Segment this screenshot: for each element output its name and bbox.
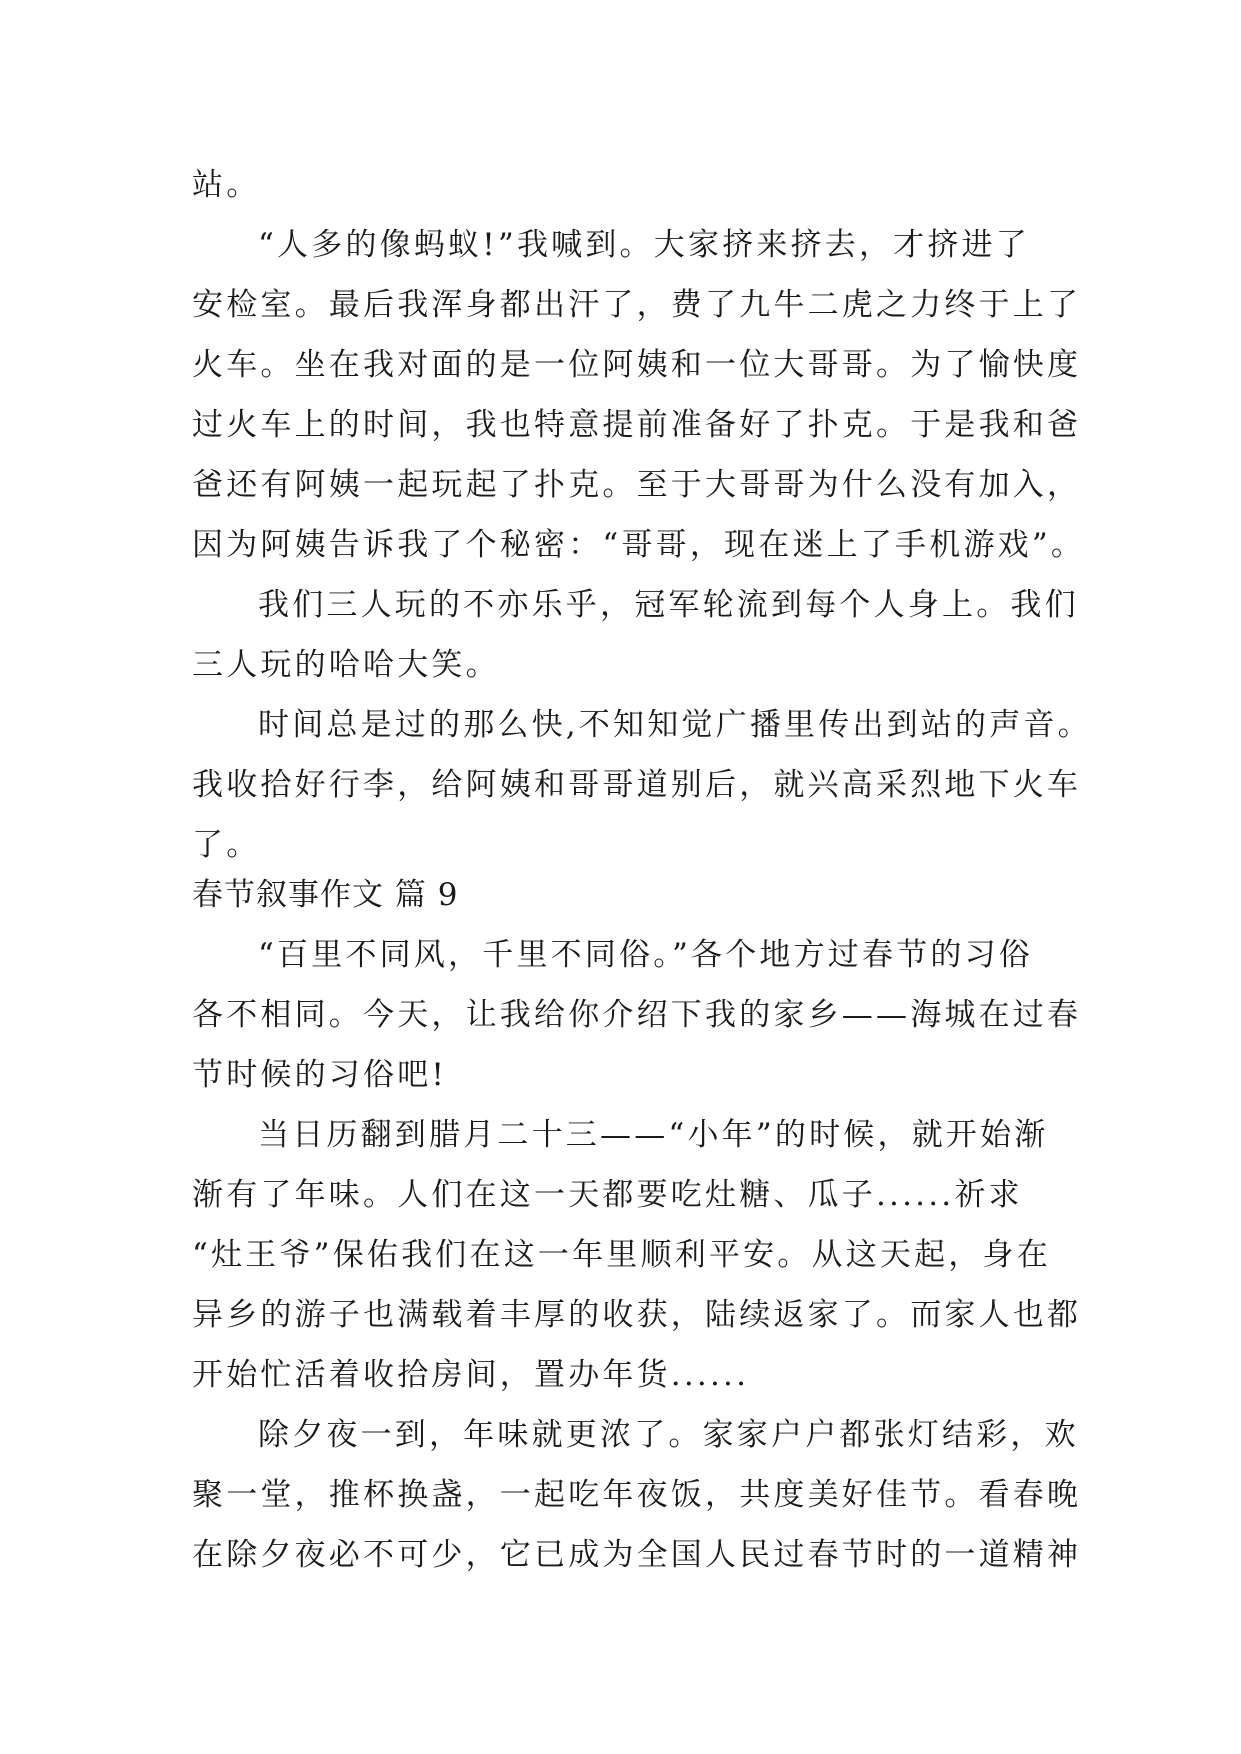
paragraph-first-line: “人多的像蚂蚁!”我喊到。大家挤来挤去，才挤进了	[258, 227, 1030, 263]
paragraph-first-line: 当日历翻到腊月二十三——“小年”的时候，就开始渐	[258, 1117, 1049, 1153]
text-line: 异乡的游子也满载着丰厚的收获，陆续返家了。而家人也都	[192, 1297, 1082, 1333]
text-line: 在除夕夜必不可少，它已成为全国人民过春节时的一道精神	[192, 1537, 1082, 1573]
text-line: 了。	[192, 827, 261, 863]
text-line: 聚一堂，推杯换盏，一起吃年夜饭，共度美好佳节。看春晚	[192, 1477, 1082, 1513]
text-line: “灶王爷”保佑我们在这一年里顺利平安。从这天起，身在	[192, 1237, 1051, 1273]
text-line: 各不相同。今天，让我给你介绍下我的家乡——海城在过春	[192, 997, 1082, 1033]
text-line: 我收拾好行李，给阿姨和哥哥道别后，就兴高采烈地下火车	[192, 767, 1082, 803]
paragraph-first-line: 我们三人玩的不亦乐乎，冠军轮流到每个人身上。我们	[258, 587, 1079, 623]
text-line: 节时候的习俗吧!	[192, 1057, 448, 1093]
text-line: 三人玩的哈哈大笑。	[192, 647, 500, 683]
paragraph-first-line: 除夕夜一到，年味就更浓了。家家户户都张灯结彩，欢	[258, 1417, 1079, 1453]
text-line: 爸还有阿姨一起玩起了扑克。至于大哥哥为什么没有加入，	[192, 467, 1082, 503]
paragraph-first-line: “百里不同风，千里不同俗。”各个地方过春节的习俗	[258, 937, 1033, 973]
text-line: 站。	[192, 167, 261, 203]
text-line: 开始忙活着收拾房间，置办年货......	[192, 1357, 750, 1393]
text-line: 火车。坐在我对面的是一位阿姨和一位大哥哥。为了愉快度	[192, 347, 1082, 383]
section-heading: 春节叙事作文 篇 9	[192, 877, 459, 913]
text-line: 渐有了年味。人们在这一天都要吃灶糖、瓜子......祈求	[192, 1177, 1023, 1213]
text-line: 因为阿姨告诉我了个秘密：“哥哥，现在迷上了手机游戏”。	[192, 527, 1086, 563]
text-line: 安检室。最后我浑身都出汗了，费了九牛二虎之力终于上了	[192, 287, 1082, 323]
paragraph-first-line: 时间总是过的那么快,不知知觉广播里传出到站的声音。	[258, 707, 1092, 743]
text-line: 过火车上的时间，我也特意提前准备好了扑克。于是我和爸	[192, 407, 1082, 443]
